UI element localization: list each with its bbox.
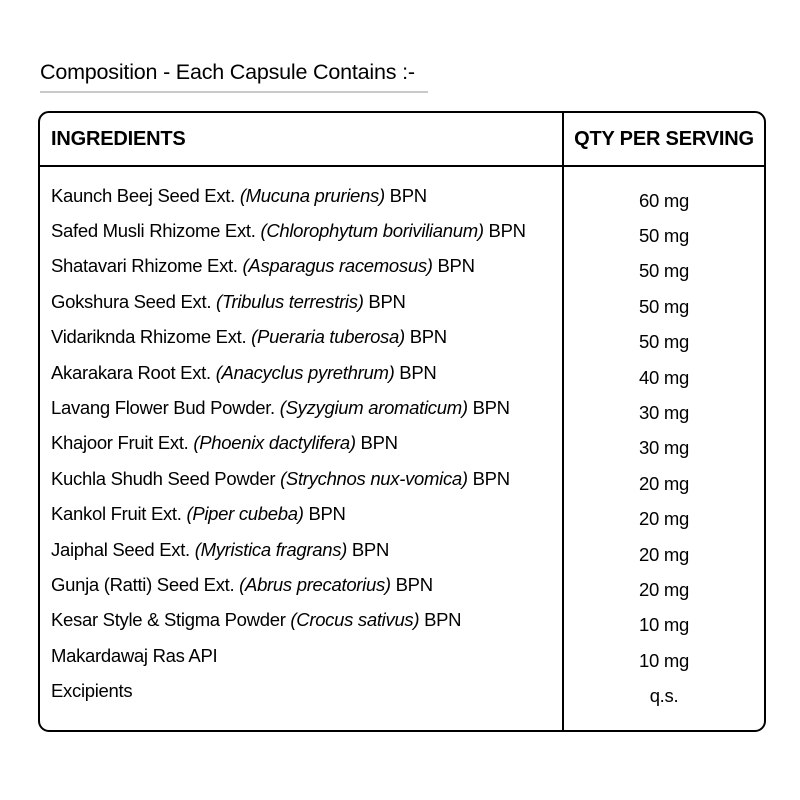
qty-value: 20 mg <box>639 578 689 600</box>
qty-cell <box>562 468 764 494</box>
qty-value: 60 mg <box>639 189 689 211</box>
page-title: Composition - Each Capsule Contains :- <box>40 60 415 84</box>
title-block <box>40 60 428 93</box>
qty-cell <box>562 185 764 211</box>
ingredient-latin-name: (Crocus sativus) <box>290 609 420 631</box>
ingredient-latin-name: (Tribulus terrestris) <box>216 290 364 312</box>
ingredient-name: Excipients <box>51 680 133 702</box>
ingredient-grade: BPN <box>488 220 526 242</box>
table-row <box>40 320 764 355</box>
table-row <box>40 673 764 708</box>
ingredient-grade: BPN <box>360 432 398 454</box>
qty-value: 10 mg <box>639 614 689 636</box>
ingredient-latin-name: (Anacyclus pyrethrum) <box>215 361 395 383</box>
table-row <box>40 213 764 248</box>
ingredient-grade: BPN <box>437 255 475 277</box>
table-row <box>40 178 764 213</box>
qty-value: 50 mg <box>639 295 689 317</box>
ingredient-grade: BPN <box>424 609 462 631</box>
qty-cell <box>562 645 764 671</box>
table-row <box>40 638 764 673</box>
qty-value: 20 mg <box>639 543 689 565</box>
table-row <box>40 390 764 425</box>
qty-value: 10 mg <box>639 649 689 671</box>
ingredient-cell <box>40 397 562 419</box>
ingredient-grade: BPN <box>395 573 433 595</box>
qty-cell <box>562 539 764 565</box>
ingredient-cell <box>40 468 562 490</box>
ingredient-cell <box>40 680 562 702</box>
ingredient-latin-name: (Chlorophytum borivilianum) <box>260 220 484 242</box>
ingredient-grade: BPN <box>399 361 437 383</box>
qty-value: 50 mg <box>639 225 689 247</box>
ingredient-cell <box>40 503 562 525</box>
table-row <box>40 249 764 284</box>
ingredient-latin-name: (Myristica fragrans) <box>194 538 348 560</box>
ingredient-cell <box>40 645 562 667</box>
ingredient-cell <box>40 574 562 596</box>
title-underline <box>40 91 428 93</box>
ingredient-grade: BPN <box>472 397 510 419</box>
ingredient-name: Shatavari Rhizome Ext. <box>51 255 238 277</box>
table-row <box>40 603 764 638</box>
ingredient-cell <box>40 255 562 277</box>
table-row <box>40 461 764 496</box>
ingredient-latin-name: (Phoenix dactylifera) <box>193 432 356 454</box>
ingredient-grade: BPN <box>389 184 427 206</box>
ingredient-latin-name: (Pueraria tuberosa) <box>251 326 405 348</box>
ingredient-name: Makardawaj Ras <box>51 644 185 666</box>
qty-value: 20 mg <box>639 508 689 530</box>
ingredient-latin-name: (Syzygium aromaticum) <box>279 397 468 419</box>
qty-column-header: QTY PER SERVING <box>574 127 754 150</box>
qty-cell <box>562 432 764 459</box>
ingredient-name: Khajoor Fruit Ext. <box>51 432 189 454</box>
ingredient-name: Gokshura Seed Ext. <box>51 290 212 312</box>
table-header-row <box>40 113 764 167</box>
qty-cell <box>562 220 764 247</box>
qty-cell <box>562 326 764 353</box>
ingredient-latin-name: (Mucuna pruriens) <box>239 184 385 206</box>
ingredient-name: Jaiphal Seed Ext. <box>51 538 190 560</box>
ingredient-cell <box>40 539 562 561</box>
qty-value: 20 mg <box>639 472 689 494</box>
ingredient-name: Lavang Flower Bud Powder. <box>51 397 275 419</box>
ingredient-cell <box>40 362 562 384</box>
ingredient-name: Kaunch Beej Seed Ext. <box>51 184 235 206</box>
qty-cell <box>562 503 764 530</box>
ingredient-latin-name: (Asparagus racemosus) <box>242 255 433 277</box>
ingredient-name: Kankol Fruit Ext. <box>51 503 182 525</box>
qty-cell <box>562 574 764 600</box>
ingredient-latin-name: (Piper cubeba) <box>186 503 304 525</box>
ingredient-latin-name: (Strychnos nux-vomica) <box>280 467 468 489</box>
qty-value: 50 mg <box>639 260 689 282</box>
table-row <box>40 355 764 390</box>
qty-cell <box>562 680 764 707</box>
composition-table <box>38 111 766 732</box>
table-row <box>40 284 764 319</box>
table-row <box>40 567 764 602</box>
ingredient-cell <box>40 326 562 348</box>
ingredient-cell <box>40 432 562 454</box>
qty-cell <box>562 362 764 388</box>
ingredient-name: Vidariknda Rhizome Ext. <box>51 326 247 348</box>
ingredient-name: Kuchla Shudh Seed Powder <box>51 467 276 489</box>
ingredient-name: Gunja (Ratti) Seed Ext. <box>51 573 235 595</box>
qty-value: 30 mg <box>639 437 689 459</box>
qty-cell <box>562 291 764 317</box>
ingredient-grade: BPN <box>308 503 346 525</box>
ingredient-cell <box>40 291 562 313</box>
qty-cell <box>562 397 764 424</box>
ingredient-cell <box>40 609 562 631</box>
qty-value: 40 mg <box>639 366 689 388</box>
ingredient-cell <box>40 220 562 242</box>
qty-cell <box>562 255 764 282</box>
qty-value: 50 mg <box>639 331 689 353</box>
ingredient-cell <box>40 185 562 207</box>
ingredient-name: Safed Musli Rhizome Ext. <box>51 220 256 242</box>
ingredients-column-header: INGREDIENTS <box>51 127 186 150</box>
table-row <box>40 532 764 567</box>
ingredient-grade: API <box>188 644 218 666</box>
ingredient-latin-name: (Abrus precatorius) <box>239 573 391 595</box>
table-row <box>40 497 764 532</box>
qty-value: 30 mg <box>639 402 689 424</box>
table-row <box>40 426 764 461</box>
qty-cell <box>562 609 764 636</box>
ingredient-grade: BPN <box>409 326 447 348</box>
qty-value: q.s. <box>649 685 679 707</box>
ingredient-grade: BPN <box>472 467 510 489</box>
ingredient-grade: BPN <box>351 538 390 560</box>
table-body <box>40 167 764 709</box>
ingredient-name: Akarakara Root Ext. <box>51 361 211 383</box>
ingredient-grade: BPN <box>368 290 406 312</box>
ingredient-name: Kesar Style & Stigma Powder <box>51 609 286 631</box>
